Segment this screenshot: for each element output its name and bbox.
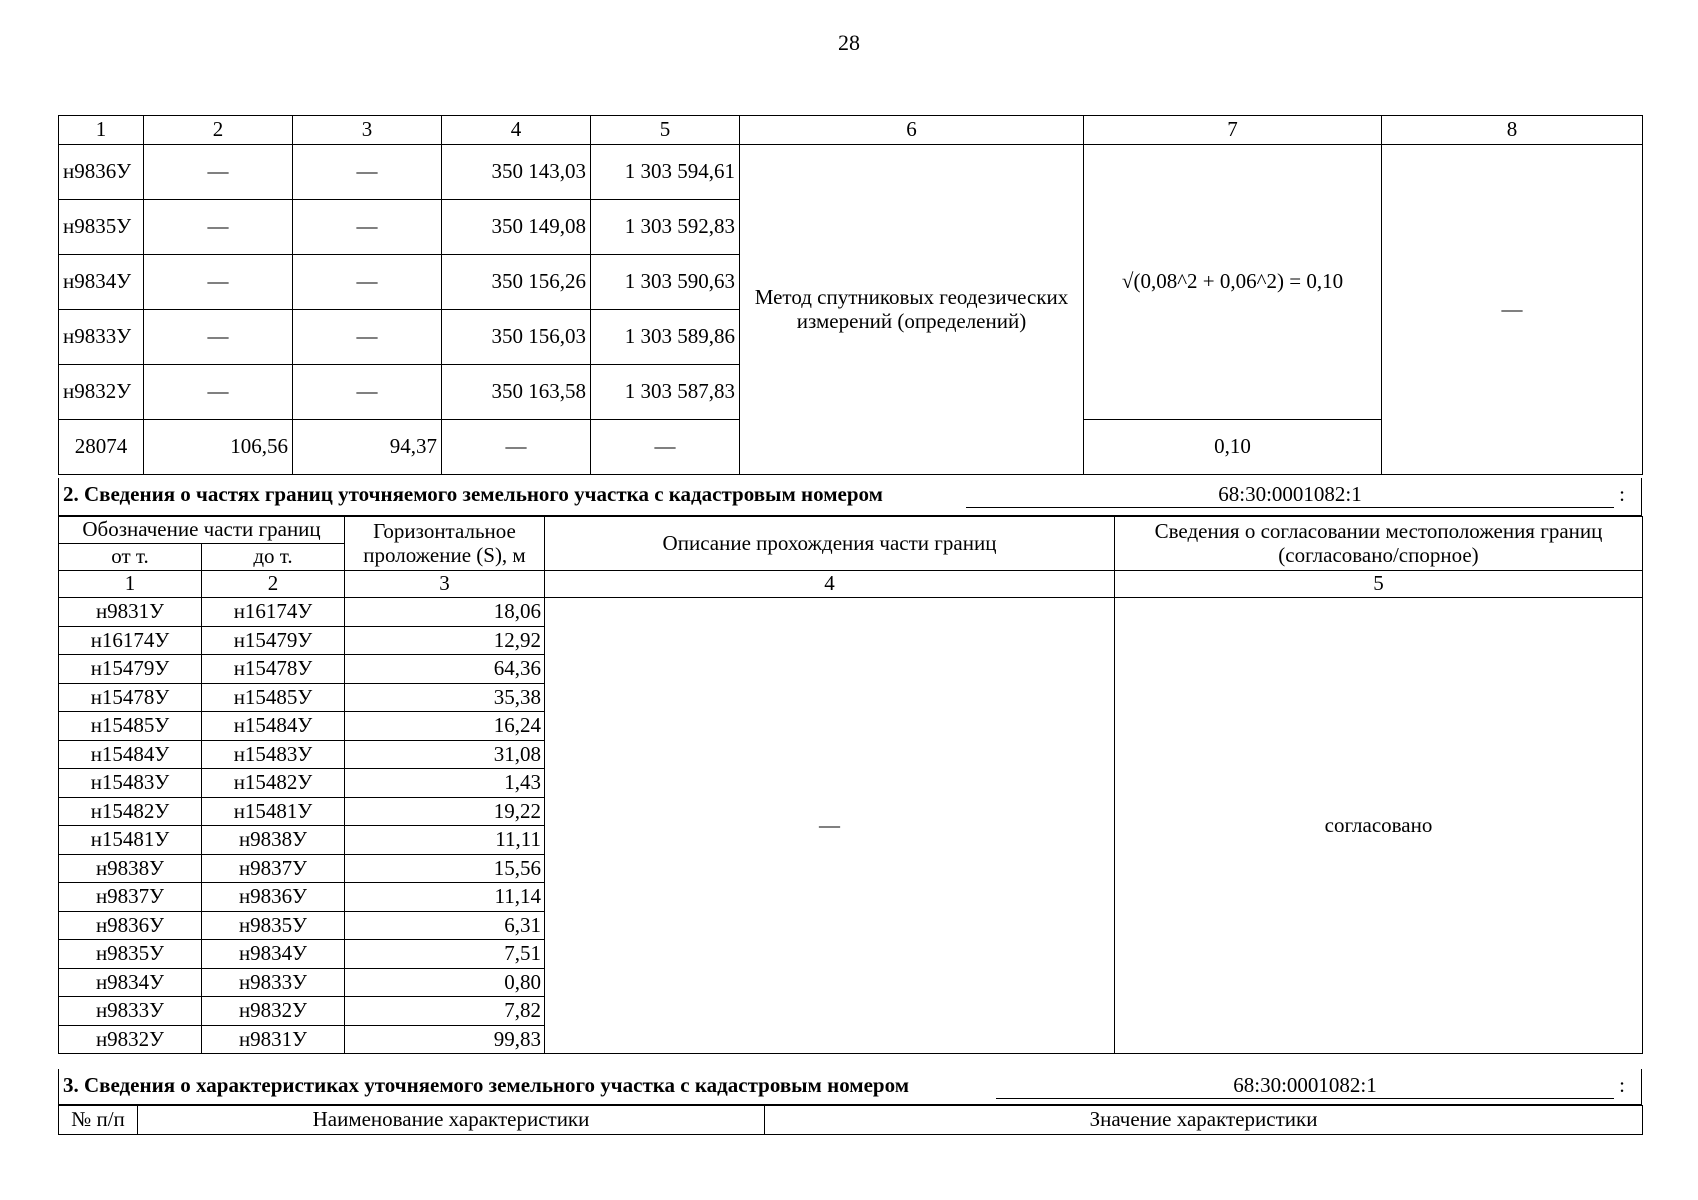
from-point: н9834У bbox=[59, 968, 202, 997]
from-point: н15479У bbox=[59, 655, 202, 684]
table-row bbox=[59, 598, 1643, 627]
to-point: н15481У bbox=[202, 797, 345, 826]
from-point: н9832У bbox=[59, 1025, 202, 1054]
cell-c2: — bbox=[144, 310, 293, 365]
col-header-7: 7 bbox=[1084, 116, 1382, 145]
coord-x: 350 163,58 bbox=[442, 365, 591, 420]
coordinates-header-row bbox=[59, 116, 1643, 145]
horizontal-header: Горизонтальное проложение (S), м bbox=[345, 517, 545, 571]
horizontal-distance: 31,08 bbox=[345, 740, 545, 769]
horizontal-distance: 6,31 bbox=[345, 911, 545, 940]
horizontal-distance: 1,43 bbox=[345, 769, 545, 798]
point-name: н9836У bbox=[59, 145, 144, 200]
section3-colon: : bbox=[1619, 1073, 1625, 1097]
horizontal-distance: 35,38 bbox=[345, 683, 545, 712]
from-point: н9838У bbox=[59, 854, 202, 883]
section3-title: 3. Сведения о характеристиках уточняемого земельного участка с кадастровым номером bbox=[63, 1073, 910, 1097]
to-point: н15483У bbox=[202, 740, 345, 769]
agreement-header: Сведения о согласовании местоположения границ (согласовано/спорное) bbox=[1115, 517, 1643, 571]
horizontal-distance: 7,51 bbox=[345, 940, 545, 969]
from-point: н9835У bbox=[59, 940, 202, 969]
horizontal-distance: 7,82 bbox=[345, 997, 545, 1026]
coord-y: 1 303 589,86 bbox=[591, 310, 740, 365]
agreement-value: согласовано bbox=[1115, 598, 1643, 1054]
col8-cell: — bbox=[1382, 145, 1643, 475]
coord-y: 1 303 587,83 bbox=[591, 365, 740, 420]
from-point: н16174У bbox=[59, 626, 202, 655]
description-header: Описание прохождения части границ bbox=[545, 517, 1115, 571]
designation-header: Обозначение части границ bbox=[59, 517, 345, 544]
section3-header bbox=[58, 1069, 1642, 1105]
from-point: н9833У bbox=[59, 997, 202, 1026]
cell-c2: — bbox=[144, 145, 293, 200]
col-header-5: 5 bbox=[591, 116, 740, 145]
from-point: н15485У bbox=[59, 712, 202, 741]
page-number: 28 bbox=[838, 30, 860, 55]
col-header-4: 4 bbox=[442, 116, 591, 145]
method-cell: Метод спутниковых геодезических измерений (определений) bbox=[740, 145, 1084, 475]
horizontal-distance: 11,14 bbox=[345, 883, 545, 912]
horizontal-distance: 64,36 bbox=[345, 655, 545, 684]
accuracy-formula-cell: √(0,08^2 + 0,06^2) = 0,10 bbox=[1084, 145, 1382, 420]
col-header-8: 8 bbox=[1382, 116, 1643, 145]
section2-title: 2. Сведения о частях границ уточняемого земельного участка с кадастровым номером bbox=[63, 482, 883, 506]
table-row bbox=[59, 145, 1643, 200]
to-point: н9832У bbox=[202, 997, 345, 1026]
num-header-4: 4 bbox=[545, 571, 1115, 598]
cell-c2: — bbox=[144, 255, 293, 310]
cell-c2: — bbox=[144, 365, 293, 420]
to-point: н15484У bbox=[202, 712, 345, 741]
num-header-5: 5 bbox=[1115, 571, 1643, 598]
section2-cadastral-number: 68:30:0001082:1 bbox=[966, 482, 1614, 508]
cell-c3: — bbox=[293, 310, 442, 365]
from-point: н9837У bbox=[59, 883, 202, 912]
to-point: н9838У bbox=[202, 826, 345, 855]
to-point: н9833У bbox=[202, 968, 345, 997]
from-point: н15481У bbox=[59, 826, 202, 855]
description-value: — bbox=[545, 598, 1115, 1054]
coord-y: — bbox=[591, 420, 740, 475]
cell-c3: — bbox=[293, 145, 442, 200]
point-name: н9835У bbox=[59, 200, 144, 255]
to-header: до т. bbox=[202, 544, 345, 571]
coord-x: 350 149,08 bbox=[442, 200, 591, 255]
name-column-header: Наименование характеристики bbox=[138, 1106, 765, 1135]
boundary-parts-table bbox=[58, 516, 1643, 1054]
col-header-2: 2 bbox=[144, 116, 293, 145]
horizontal-distance: 11,11 bbox=[345, 826, 545, 855]
col-header-6: 6 bbox=[740, 116, 1084, 145]
cell-c3: — bbox=[293, 365, 442, 420]
to-point: н9836У bbox=[202, 883, 345, 912]
cell-c2: — bbox=[144, 200, 293, 255]
to-point: н15482У bbox=[202, 769, 345, 798]
section2-header bbox=[58, 478, 1642, 516]
horizontal-distance: 16,24 bbox=[345, 712, 545, 741]
coord-x: 350 156,26 bbox=[442, 255, 591, 310]
cell-c3: 94,37 bbox=[293, 420, 442, 475]
from-point: н15483У bbox=[59, 769, 202, 798]
coord-x: 350 143,03 bbox=[442, 145, 591, 200]
from-header: от т. bbox=[59, 544, 202, 571]
point-name: 28074 bbox=[59, 420, 144, 475]
from-point: н9831У bbox=[59, 598, 202, 627]
point-name: н9832У bbox=[59, 365, 144, 420]
to-point: н16174У bbox=[202, 598, 345, 627]
horizontal-distance: 12,92 bbox=[345, 626, 545, 655]
col-header-3: 3 bbox=[293, 116, 442, 145]
boundary-header-row bbox=[59, 517, 1643, 544]
point-name: н9834У bbox=[59, 255, 144, 310]
from-point: н15478У bbox=[59, 683, 202, 712]
coordinates-table bbox=[58, 115, 1643, 475]
boundary-number-row bbox=[59, 571, 1643, 598]
coord-y: 1 303 592,83 bbox=[591, 200, 740, 255]
to-point: н9835У bbox=[202, 911, 345, 940]
coord-y: 1 303 590,63 bbox=[591, 255, 740, 310]
cell-c3: — bbox=[293, 200, 442, 255]
characteristics-table bbox=[58, 1105, 1643, 1135]
num-header-2: 2 bbox=[202, 571, 345, 598]
num-column-header: № п/п bbox=[59, 1106, 138, 1135]
num-header-1: 1 bbox=[59, 571, 202, 598]
point-name: н9833У bbox=[59, 310, 144, 365]
to-point: н9834У bbox=[202, 940, 345, 969]
coord-x: 350 156,03 bbox=[442, 310, 591, 365]
to-point: н9831У bbox=[202, 1025, 345, 1054]
cell-c3: — bbox=[293, 255, 442, 310]
coord-y: 1 303 594,61 bbox=[591, 145, 740, 200]
to-point: н9837У bbox=[202, 854, 345, 883]
to-point: н15478У bbox=[202, 655, 345, 684]
from-point: н15484У bbox=[59, 740, 202, 769]
num-header-3: 3 bbox=[345, 571, 545, 598]
section2-colon: : bbox=[1619, 482, 1625, 506]
col-header-1: 1 bbox=[59, 116, 144, 145]
horizontal-distance: 19,22 bbox=[345, 797, 545, 826]
coord-x: — bbox=[442, 420, 591, 475]
from-point: н9836У bbox=[59, 911, 202, 940]
to-point: н15479У bbox=[202, 626, 345, 655]
accuracy-last-cell: 0,10 bbox=[1084, 420, 1382, 475]
horizontal-distance: 18,06 bbox=[345, 598, 545, 627]
characteristics-header-row bbox=[59, 1106, 1643, 1135]
horizontal-distance: 99,83 bbox=[345, 1025, 545, 1054]
value-column-header: Значение характеристики bbox=[765, 1106, 1643, 1135]
to-point: н15485У bbox=[202, 683, 345, 712]
cell-c2: 106,56 bbox=[144, 420, 293, 475]
section3-cadastral-number: 68:30:0001082:1 bbox=[996, 1073, 1614, 1099]
horizontal-distance: 15,56 bbox=[345, 854, 545, 883]
horizontal-distance: 0,80 bbox=[345, 968, 545, 997]
from-point: н15482У bbox=[59, 797, 202, 826]
